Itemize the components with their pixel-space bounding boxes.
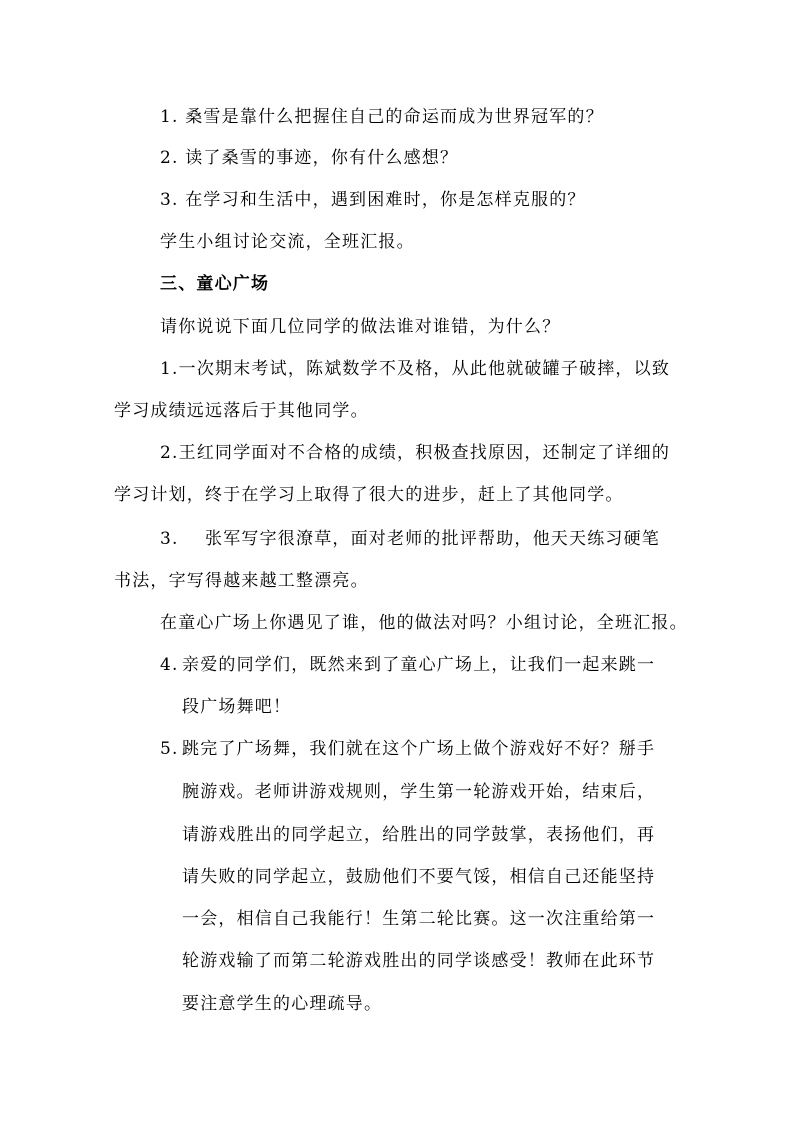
case-1-line-1	[160, 358, 674, 380]
case-3-number: 3.	[160, 529, 179, 549]
item-5-line-3: 请游戏胜出的同学起立，给胜出的同学鼓掌，表扬他们，再	[182, 825, 656, 845]
case-2-line-1: 2.王红同学面对不合格的成绩，积极查找原因，还制定了详细的	[160, 443, 671, 463]
item-4-line-1: 亲爱的同学们，既然来到了童心广场上，让我们一起来跳一	[182, 655, 656, 675]
item-4-number: 4.	[160, 655, 179, 675]
item-4-line-2: 段广场舞吧！	[182, 697, 292, 717]
case-1-line-2: 学习成绩远远落后于其他同学。	[114, 401, 369, 421]
case-2-line-2: 学习计划，终于在学习上取得了很大的进步，赶上了其他同学。	[114, 485, 624, 505]
section-heading: 三、童心广场	[160, 274, 270, 294]
item-5-line-6: 轮游戏输了而第二轮游戏胜出的同学谈感受！教师在此环节	[182, 951, 656, 971]
item-5-line-7: 要注意学生的心理疏导。	[182, 994, 383, 1014]
case-3-line-2: 书法，字写得越来越工整漂亮。	[114, 571, 369, 591]
item-5-line-2: 腕游戏。老师讲游戏规则，学生第一轮游戏开始，结束后，	[182, 782, 656, 802]
item-5-line-1: 跳完了广场舞，我们就在这个广场上做个游戏好不好？掰手	[182, 739, 656, 759]
case-1-text: 1.一次期末考试，陈斌数学不及格，从此他就破罐子破摔，以致	[160, 359, 671, 379]
discussion-text: 学生小组讨论交流，全班汇报。	[160, 232, 415, 252]
summary-text: 在童心广场上你遇见了谁，他的做法对吗？小组讨论，全班汇报。	[160, 613, 688, 633]
item-5-line-5: 一会，相信自己我能行！生第二轮比赛。这一次注重给第一	[182, 909, 656, 929]
item-5-number: 5.	[160, 739, 179, 759]
question-2: 2. 读了桑雪的事迹，你有什么感想？	[160, 148, 459, 168]
prompt-text: 请你说说下面几位同学的做法谁对谁错，为什么？	[160, 317, 561, 337]
question-3: 3. 在学习和生活中，遇到困难时，你是怎样克服的？	[160, 190, 586, 210]
item-5-line-4: 请失败的同学起立，鼓励他们不要气馁，相信自己还能坚持	[182, 867, 656, 887]
case-3-line-1: 张军写字很潦草，面对老师的批评帮助，他天天练习硬笔	[205, 529, 660, 549]
question-1: 1. 桑雪是靠什么把握住自己的命运而成为世界冠军的？	[160, 107, 604, 127]
